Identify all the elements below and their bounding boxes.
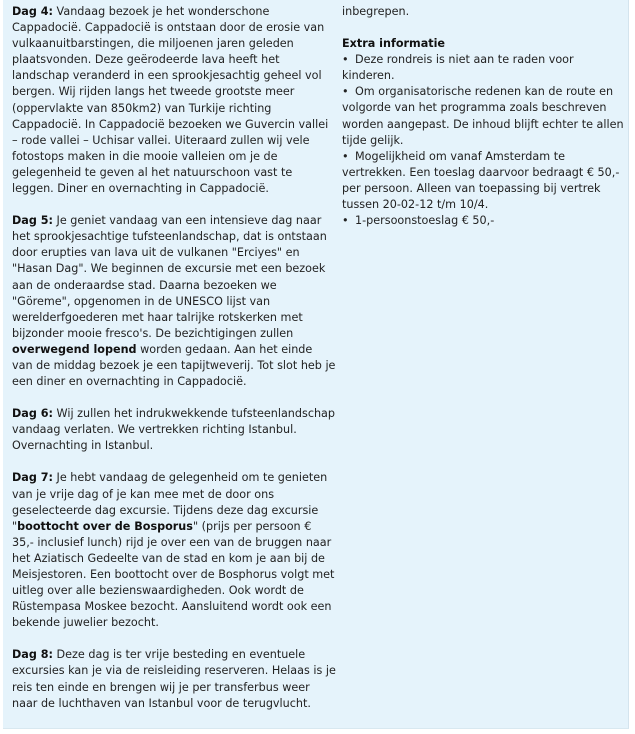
extra-info-item: • Om organisatorische redenen kan de route en volgorde van het programma zoals beschreven worden aangepast. De inhoud blijft echter te allen tijde gelijk.: [342, 85, 624, 147]
day-8-label: Dag 8:: [12, 648, 53, 662]
day-7-label: Dag 7:: [12, 471, 53, 485]
day-5-paragraph: [12, 213, 336, 390]
bullet-icon: •: [342, 214, 349, 228]
day-8-paragraph: [12, 647, 336, 711]
day-6-paragraph: [12, 406, 336, 454]
previous-section-fragment: inbegrepen.: [342, 5, 410, 18]
day-4-text: Vandaag bezoek je het wonderschone Cappadocië. Cappadocië is ontstaan door de erosie van vulkaanuitbarstingen, die miljoenen jaren geleden plaatsvonden. Deze geërodeerde lava heeft het landschap veranderd in een sprookjesachtig geheel vol bergen. Wij rijden langs het tweede grootste meer (oppervlakte van 850km2) van Turkije richting Cappadocië. In Cappadocië bezoeken we Guvercin vallei – rode vallei – Uchisar vallei. Uiteraard zullen wij vele fotostops maken in die mooie valleien om je de gelegenheid te geven al het natuurschoon vast te leggen. Diner en overnachting in Cappadocië.: [12, 5, 329, 196]
itinerary-panel: [3, 0, 629, 729]
bullet-icon: •: [342, 149, 349, 163]
itinerary-column: [12, 4, 336, 728]
day-5-bold: overwegend lopend: [12, 342, 137, 356]
extra-info-item: • Deze rondreis is niet aan te raden voor kinderen.: [342, 53, 574, 83]
extra-info-list: [342, 52, 626, 229]
day-5-text-a: Je geniet vandaag van een intensieve dag naar het sprookjesachtige tufsteenlandschap, dat is ontstaan door erupties van lava uit de vulkanen "Erciyes" en "Hasan Dag". We beginnen de excursie met een bezoek aan de onderaardse stad. Daarna bezoeken we "Göreme", opgenomen in de UNESCO lijst van werelderfgoederen met haar talrijke rotskerken met bijzonder mooie fresco's. De bezichtigingen zullen: [12, 214, 327, 340]
day-5-text-b: worden gedaan. Aan het einde van de middag bezoek je een tapijtweverij. Tot slot heb je een diner en overnachting in Cappadocië.: [12, 342, 336, 389]
extra-info-item: • 1-persoonstoeslag € 50,-: [342, 213, 626, 229]
day-7-text-b: " (prijs per persoon € 35,- inclusief lunch) rijd je over een van de bruggen naar het Aziatisch Gedeelte van de stad en kom je aan bij de Meisjestoren. Een boottocht over de Bosphorus volgt met uitleg over alle bezienswaardigheden. Ook wordt de Rüstempasa Moskee bezocht. Aansluitend wordt ook een bekende juwelier bezocht.: [12, 519, 335, 630]
day-6-text: Wij zullen het indrukwekkende tufsteenlandschap vandaag verlaten. We vertrekken richting Istanbul. Overnachting in Istanbul.: [12, 407, 336, 453]
day-6-label: Dag 6:: [12, 407, 53, 421]
day-7-bold: boottocht over de Bosporus: [17, 519, 193, 533]
day-4-label: Dag 4:: [12, 5, 53, 18]
bullet-icon: •: [342, 53, 349, 67]
bullet-icon: •: [342, 85, 349, 99]
day-5-label: Dag 5:: [12, 214, 53, 228]
extra-info-item: • Mogelijkheid om vanaf Amsterdam te vertrekken. Een toeslag daarvoor bedraagt € 50,- per persoon. Alleen van toepassing bij vertrek tussen 20-02-12 t/m 10/4.: [342, 149, 620, 212]
day-7-paragraph: [12, 470, 336, 631]
extra-info-heading: Extra informatie: [342, 37, 446, 51]
info-column: [342, 4, 626, 229]
day-4-paragraph: [12, 4, 336, 197]
day-8-text: Deze dag is ter vrije besteding en eventuele excursies kan je via de reisleiding reserveren. Helaas is je reis ten einde en brengen wij je per transferbus weer naar de luchthaven van Istanbul voor de terugvlucht.: [12, 648, 336, 710]
day-7-text-a: Je hebt vandaag de gelegenheid om te genieten van je vrije dag of je kan mee met de door ons geselecteerde dag excursie. Tijdens deze dag excursie ": [12, 471, 328, 533]
